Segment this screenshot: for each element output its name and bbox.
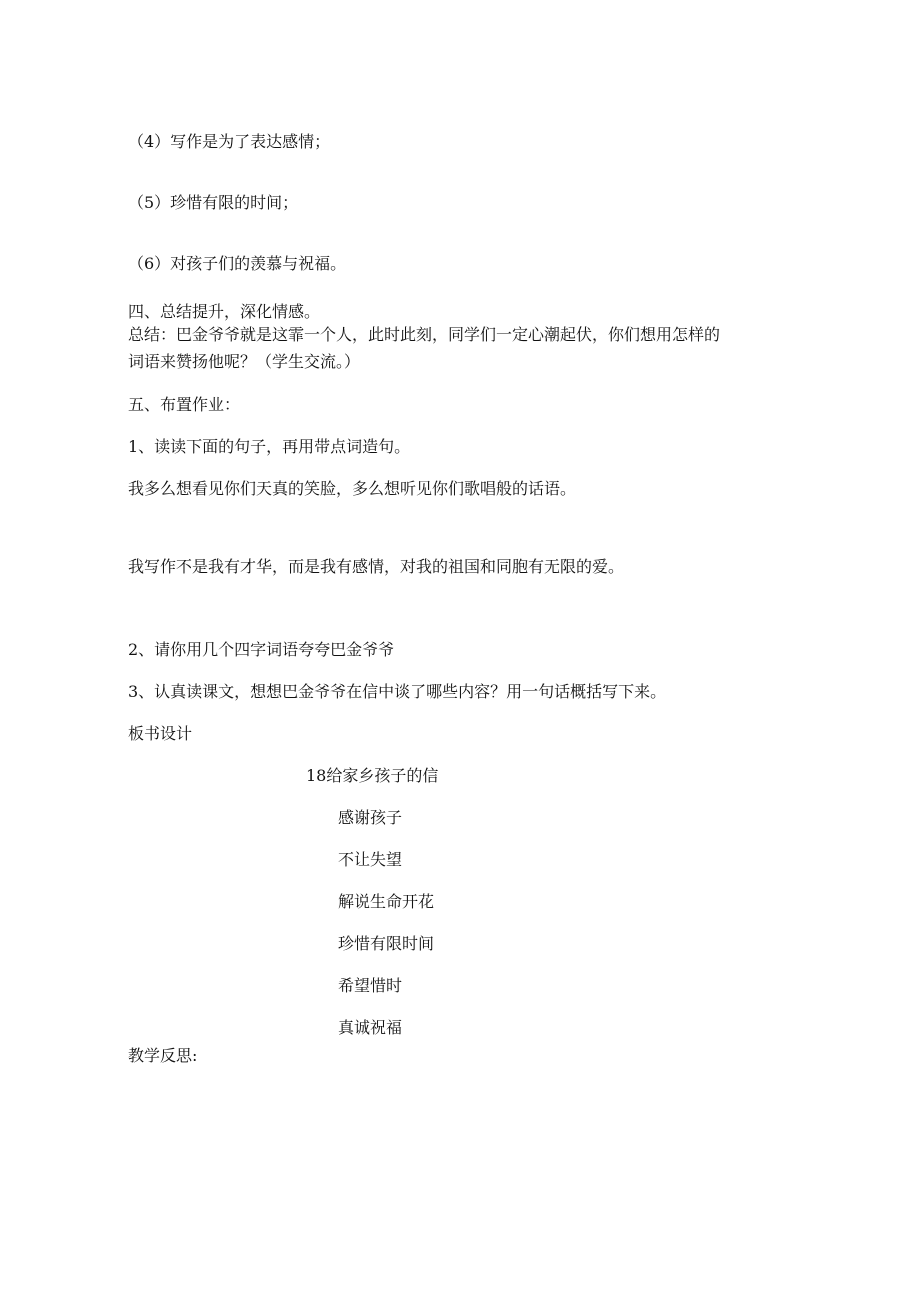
- section-heading-summary: 四、总结提升，深化情感。: [128, 302, 321, 321]
- list-item-5: （5）珍惜有限的时间；: [128, 193, 299, 212]
- example-sentence-1: 我多么想看见你们天真的笑脸，多么想听见你们歌唱般的话语。: [128, 479, 577, 498]
- list-item-6: （6）对孩子们的羡慕与祝福。: [128, 254, 347, 273]
- list-item-4: （4）写作是为了表达感情；: [128, 132, 331, 151]
- section-heading-homework: 五、布置作业：: [128, 395, 241, 414]
- teaching-reflection-heading: 教学反思:: [128, 1046, 198, 1065]
- board-point: 解说生命开花: [338, 892, 435, 911]
- board-design-heading: 板书设计: [128, 724, 193, 743]
- board-point: 珍惜有限时间: [338, 934, 435, 953]
- board-point: 感谢孩子: [338, 808, 403, 827]
- homework-task-3: 3、认真读课文，想想巴金爷爷在信中谈了哪些内容？用一句话概括写下来。: [128, 682, 667, 701]
- homework-task-2: 2、请你用几个四字词语夸夸巴金爷爷: [128, 640, 395, 659]
- board-title: 18给家乡孩子的信: [306, 766, 439, 785]
- board-point: 不让失望: [338, 850, 403, 869]
- board-point: 真诚祝福: [338, 1018, 403, 1037]
- summary-text-line-1: 总结：巴金爷爷就是这霏一个人，此时此刻，同学们一定心潮起伏，你们想用怎样的: [128, 325, 721, 344]
- summary-text-line-2: 词语来赞扬他呢？（学生交流。）: [128, 352, 361, 371]
- board-point: 希望惜时: [338, 976, 403, 995]
- example-sentence-2: 我写作不是我有才华，而是我有感情，对我的祖国和同胞有无限的爱。: [128, 557, 625, 576]
- homework-task-1: 1、读读下面的句子，再用带点词造句。: [128, 437, 411, 456]
